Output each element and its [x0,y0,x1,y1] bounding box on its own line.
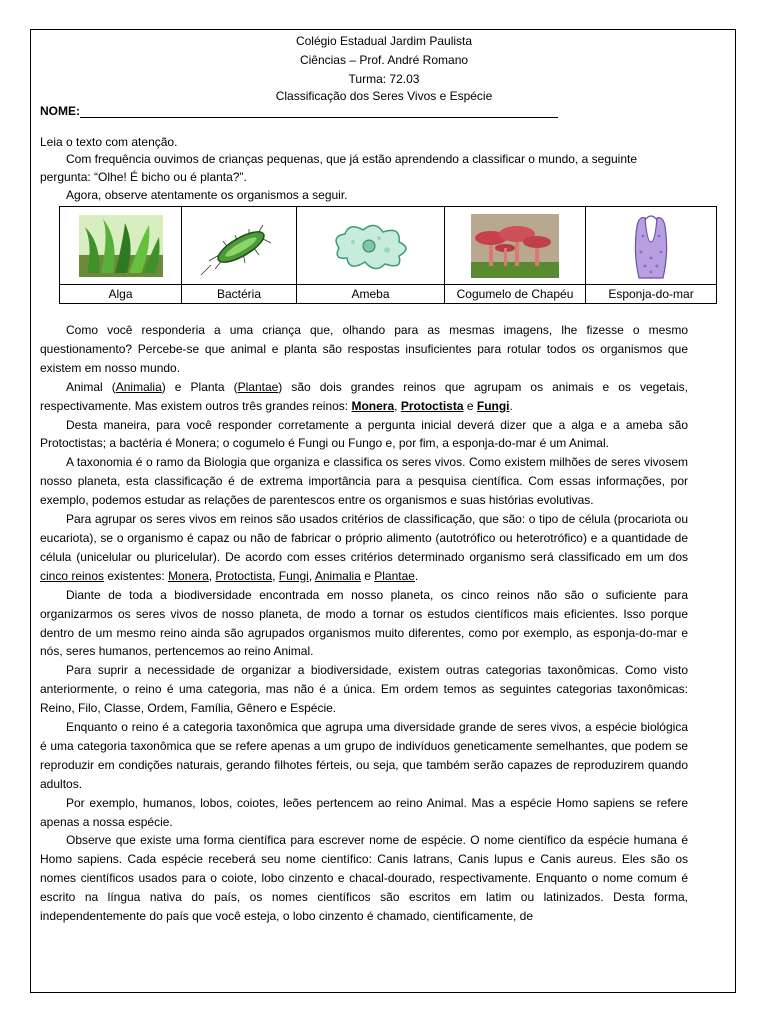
paragraph-1: Como você responderia a uma criança que, olhando para as mesmas imagens, lhe fizesse o mesmo questionamento? Percebe-se que animal e planta são respostas insuficientes para rotular todos os organismos que existem em nosso mundo. [40,323,688,375]
ameba-cell [297,207,445,285]
topic-title: Classificação dos Seres Vivos e Espécie [275,89,493,103]
organisms-table [59,206,717,304]
cogumelo-label: Cogumelo de Chapéu [445,285,586,304]
term-monera-2: Monera [168,568,209,583]
term-animalia: Animalia [115,379,162,394]
paragraph-4: A taxonomia é o ramo da Biologia que organiza e classifica os seres vivos. Como existem milhões de seres vivosem nosso planeta, esta classificação é de extrema importância para a pesquisa científica. Com essas informações, por exemplo, podemos estudar as relações de parentescos entre os organismos e suas histórias evolutivas. [40,455,688,508]
paragraph-10: Observe que existe uma forma científica para escrever nome de espécie. O nome científico da espécie humana é Homo sapiens. Cada espécie receberá seu nome científico: Canis latrans, Canis lupus e Canis aureus. Eles são os nomes científicos usados para o coiote, lobo cinzento e chacal-dourado, respectivamente. Enquanto o nome comum é escrito na língua nativa do país, os nomes científicos são escritos em latim ou latinizados. Desta forma, independentemente do país que você esteja, o lobo cinzento é chamado, cientificamente, de [40,833,688,924]
school-name: Colégio Estadual Jardim Paulista [295,34,473,48]
paragraph-7: Para suprir a necessidade de organizar a biodiversidade, existem outras categorias taxonômicas. Como visto anteriormente, o reino é uma categoria, mas não é a única. Em ordem temos as seguintes categorias taxonômicas: Reino, Filo, Classe, Ordem, Família, Gênero e Espécie. [40,663,688,716]
bacteria-image [199,215,279,277]
class-name: Turma: 72.03 [348,72,420,86]
paragraph-3: Desta maneira, para você responder corretamente a pergunta inicial deverá dizer que a alga e a ameba são Protoctistas; a bactéria é Monera; o cogumelo é Fungi ou Fungo e, por fim, a esponja-do-mar é um Animal. [40,417,688,451]
alga-image [79,215,163,277]
alga-cell [60,207,182,285]
cogumelo-image [471,214,559,278]
term-fungi: Fungi [476,398,510,413]
term-plantae: Plantae [237,379,279,394]
alga-label: Alga [60,285,182,304]
term-protoctista: Protoctista [400,398,464,413]
cogumelo-cell [445,207,586,285]
term-plantae-2: Plantae [374,568,415,583]
paragraph-9: Por exemplo, humanos, lobos, coiotes, leões pertencem ao reino Animal. Mas a espécie Homo sapiens se refere apenas a nossa espécie. [40,795,688,829]
paragraph-5: Para agrupar os seres vivos em reinos são usados critérios de classificação, que são: o tipo de célula (procariota ou eucariota), se o organismo é capaz ou não de fabricar o próprio alimento (autotrófico ou heterotrófico) e a quantidade de célula (unicelular ou pluricelular). De acordo com esses critérios determinado organismo será classificado em um dos cinco reinos existentes: Monera, Protoctista, Fungi, Animalia e Plantae. [40,512,688,583]
term-cinco-reinos: cinco reinos [40,568,105,583]
nome-input-line[interactable] [80,117,558,118]
paragraph-6: Diante de toda a biodiversidade encontrada em nosso planeta, os cinco reinos não são o suficiente para organizarmos os seres vivos de nosso planeta, de modo a tornar os estudos científicos mais eficientes. Isso porque dentro de um mesmo reino ainda são agrupados organismos muito diferentes, como por exemplo, as esponja-do-mar e nós, seres humanos, pertencemos ao reino Animal. [40,587,688,659]
intro-line-1: Leia o texto com atenção. [40,135,178,149]
course-name: Ciências – Prof. André Romano [299,53,469,67]
term-protoctista-2: Protoctista [215,568,273,583]
esponja-image [621,212,681,280]
intro-line-2: Com frequência ouvimos de crianças pequenas, que já estão aprendendo a classificar o mundo, a seguinte pergunta: “Olhe! É bicho ou é planta?”. [40,152,638,184]
ameba-label: Ameba [297,285,445,304]
main-text [40,321,688,926]
bacteria-cell [182,207,297,285]
bacteria-label: Bactéria [182,285,297,304]
term-fungi-2: Fungi [278,568,309,583]
esponja-cell [586,207,717,285]
esponja-label: Esponja-do-mar [586,285,717,304]
intro-line-3: Agora, observe atentamente os organismos a seguir. [66,188,348,202]
term-animalia-2: Animalia [314,568,361,583]
ameba-image [329,218,413,274]
paragraph-8: Enquanto o reino é a categoria taxonômica que agrupa uma diversidade grande de seres vivos, a espécie biológica é uma categoria taxonômica que se refere apenas a um grupo de indivíduos geneticamente semelhantes, que podem se reproduzir em condições naturais, gerando filhotes férteis, ou seja, que também serão capazes de reproduzirem quando adultos. [40,720,688,791]
nome-label: NOME: [40,104,80,118]
paragraph-2: Animal (Animalia) e Planta (Plantae) são dois grandes reinos que agrupam os animais e os vegetais, respectivamente. Mas existem outros três grandes reinos: Monera, Protoctista e Fungi. [40,379,688,413]
term-monera: Monera [351,398,395,413]
